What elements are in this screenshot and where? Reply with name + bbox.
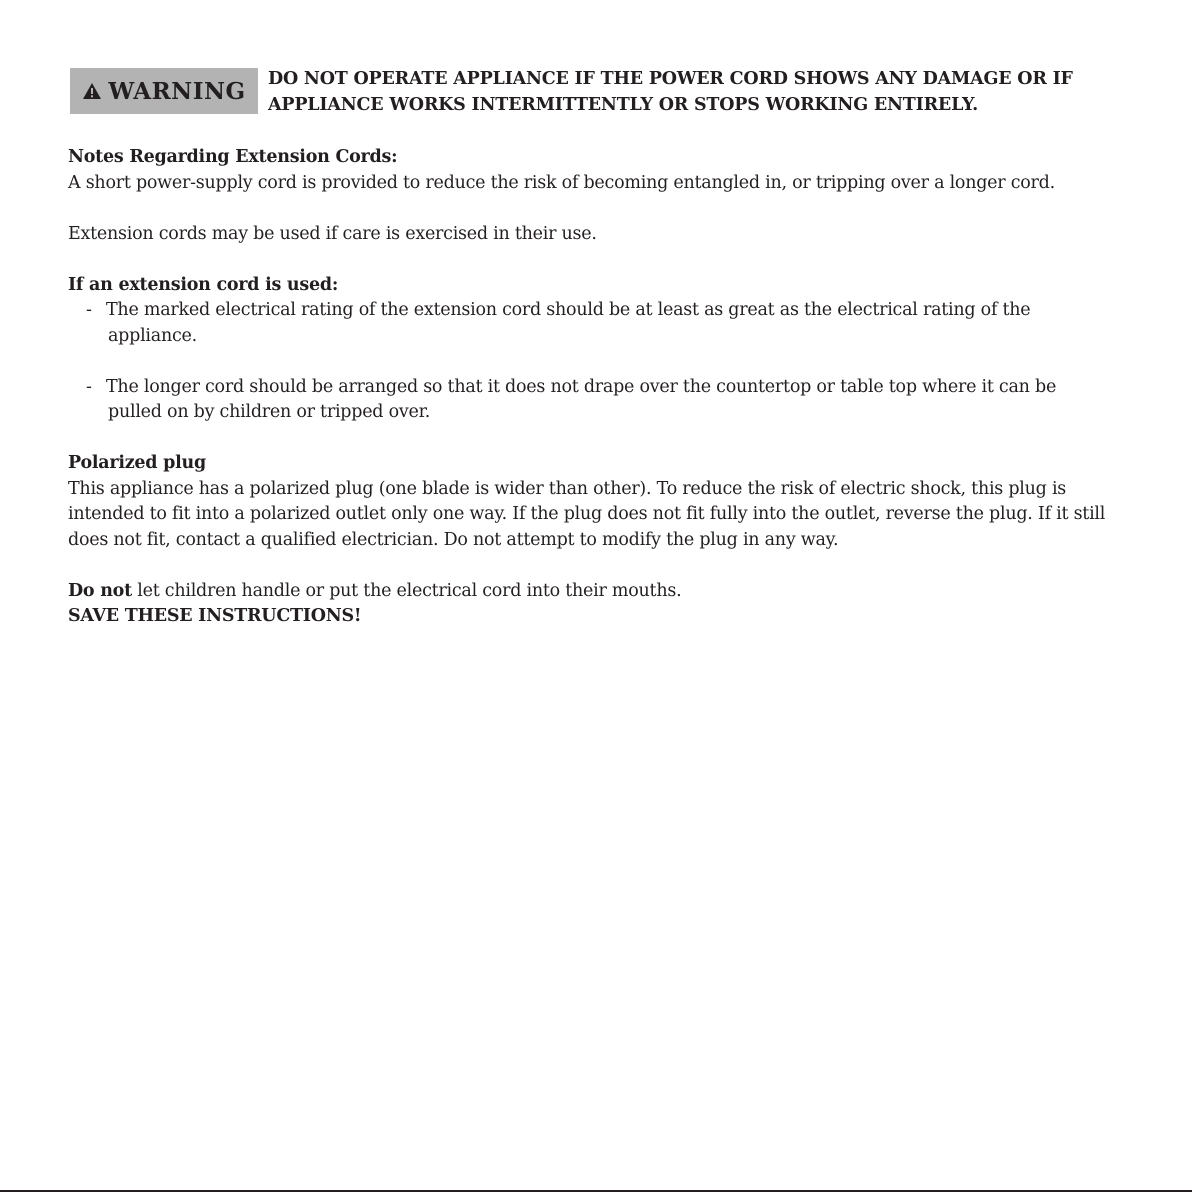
bullet-text: [106, 298, 1128, 349]
warning-triangle-icon: [82, 82, 102, 100]
polarized-line: does not fit, contact a qualified electrician. Do not attempt to modify the plug in any way.: [68, 529, 839, 550]
bullet-line: pulled on by children or tripped over.: [108, 402, 431, 422]
warning-badge: [70, 68, 258, 114]
warning-label: WARNING: [108, 77, 246, 105]
warning-text: [268, 66, 1073, 118]
warning-text-line: APPLIANCE WORKS INTERMITTENTLY OR STOPS WORKING ENTIRELY.: [268, 95, 978, 115]
bullet-dash: -: [86, 376, 92, 397]
bullet-text: [106, 375, 1128, 426]
document-page: [68, 66, 1128, 630]
extension-notes-section: [68, 145, 1128, 630]
donot-bold: Do not: [68, 580, 132, 601]
donot-rest: let children handle or put the electrical cord into their mouths.: [131, 580, 682, 601]
save-instructions: SAVE THESE INSTRUCTIONS!: [68, 606, 362, 626]
donot-line: [68, 579, 1128, 605]
extension-notes-para: Extension cords may be used if care is exercised in their use.: [68, 223, 597, 244]
bullet-line: appliance.: [108, 325, 197, 346]
polarized-line: intended to fit into a polarized outlet only one way. If the plug does not fit fully into the outlet, reverse the plug. If it still: [68, 504, 1106, 524]
if-used-heading: If an extension cord is used:: [68, 274, 339, 295]
bullet-item: [86, 375, 1128, 426]
bullet-dash: -: [86, 300, 92, 320]
bullet-item: [86, 298, 1128, 349]
extension-notes-heading: Notes Regarding Extension Cords:: [68, 147, 398, 167]
extension-notes-para: A short power-supply cord is provided to reduce the risk of becoming entangled in, or tripping over a longer cord.: [68, 172, 1055, 193]
polarized-line: This appliance has a polarized plug (one blade is wider than other). To reduce the risk of electric shock, this plug is: [68, 478, 1067, 499]
warning-text-line: DO NOT OPERATE APPLIANCE IF THE POWER CORD SHOWS ANY DAMAGE OR IF: [268, 69, 1073, 89]
polarized-heading: Polarized plug: [68, 453, 206, 473]
bullet-line: The longer cord should be arranged so that it does not drape over the countertop or table top where it can be: [106, 376, 1057, 397]
warning-row: [70, 66, 1128, 118]
bullet-line: The marked electrical rating of the extension cord should be at least as great as the electrical rating of the: [106, 300, 1031, 320]
